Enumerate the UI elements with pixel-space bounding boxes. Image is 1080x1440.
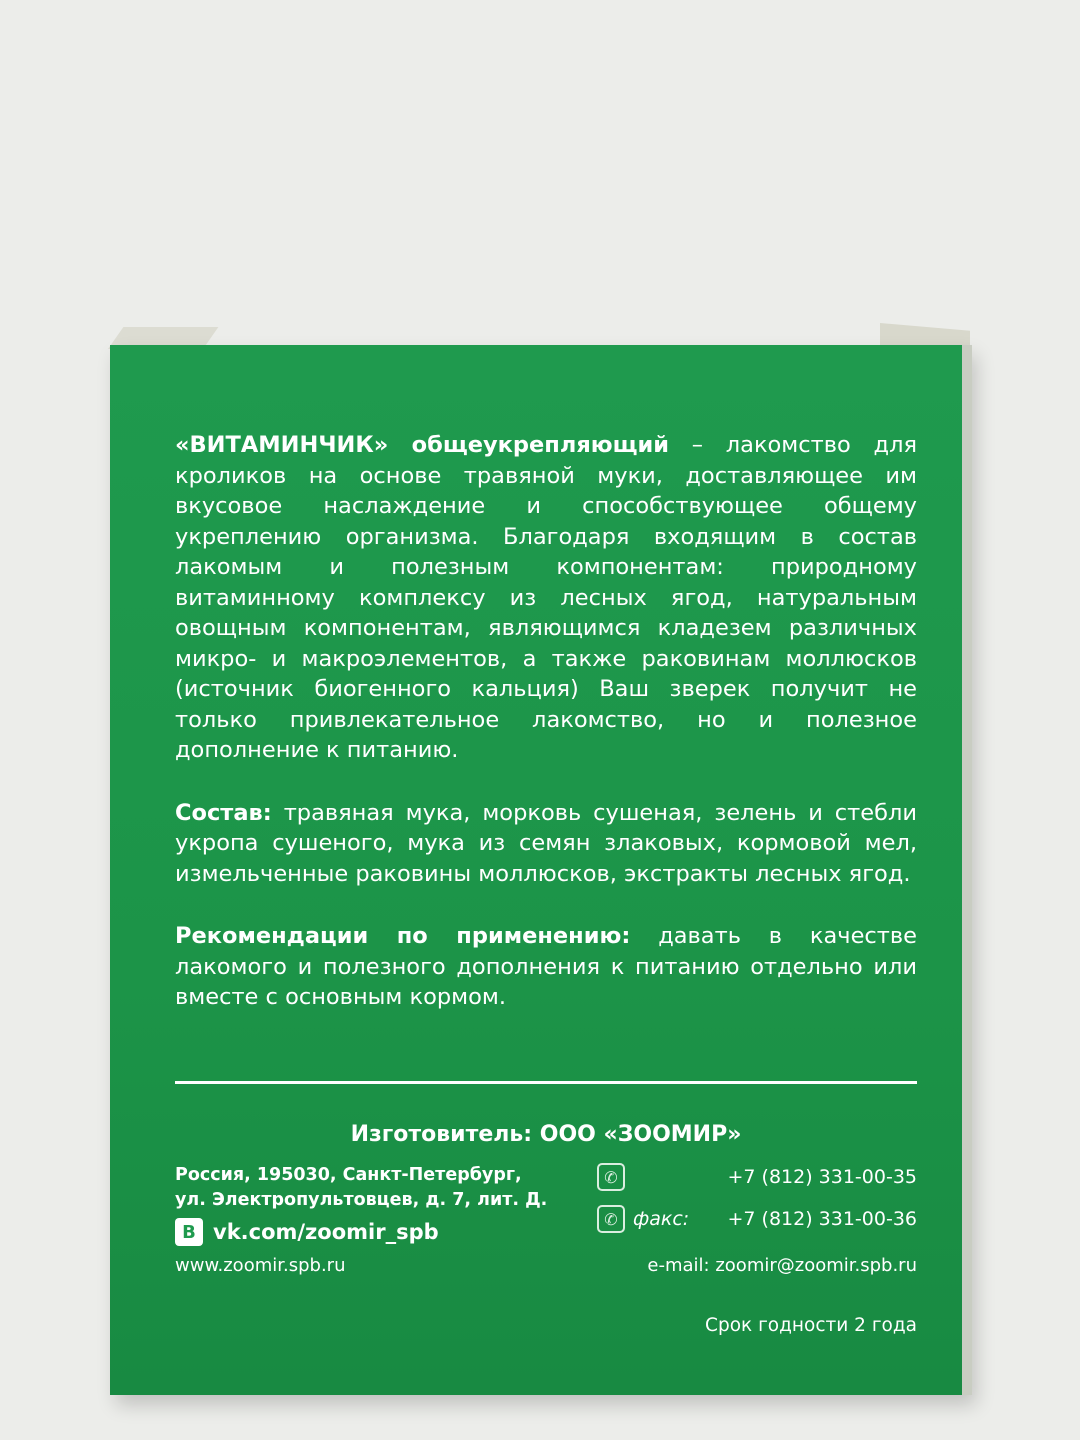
usage-label: Рекомендации по применению: xyxy=(175,923,631,949)
address-line-1: Россия, 195030, Санкт-Петербург, xyxy=(175,1165,522,1185)
brand-name: «ВИТАМИНЧИК» общеукрепляющий xyxy=(175,432,670,458)
fax-icon: ✆ xyxy=(597,1205,625,1233)
label-text xyxy=(175,430,917,1013)
composition-text: травяная мука, морковь сушеная, зелень и стебли укропа сушеного, мука из семян злаковых, кормовой мел, измельченные раковины моллюсков, экстракты лесных ягод. xyxy=(175,799,917,887)
manufacturer: Изготовитель: ООО «ЗООМИР» xyxy=(350,1122,742,1147)
fax-row xyxy=(597,1205,917,1233)
vk-icon: В xyxy=(175,1218,203,1246)
fax-label: факс: xyxy=(633,1208,690,1230)
phone-row xyxy=(597,1163,917,1191)
vk-link xyxy=(175,1218,439,1246)
phone-number: +7 (812) 331-00-35 xyxy=(727,1166,917,1188)
intro-paragraph xyxy=(175,430,917,766)
address-line-2: ул. Электропультовцев, д. 7, лит. Д. xyxy=(175,1190,548,1210)
website: www.zoomir.spb.ru xyxy=(175,1255,346,1276)
intro-text: – лакомство для кроликов на основе травяной муки, доставляющее им вкусовое наслаждение и способствующее общему укреплению организма. Благодаря входящим в состав лакомым и полезным компонентам: природному витаминному комплексу из лесных ягод, натуральным овощным компонентам, являющимся кладезем различных микро- и макроэлементов, а также раковинам моллюсков (источник биогенного кальция) Ваш зверек получит не только привлекательное лакомство, но и полезное дополнение к питанию. xyxy=(175,432,917,763)
phone-icon: ✆ xyxy=(597,1163,625,1191)
address xyxy=(175,1163,547,1213)
composition-paragraph xyxy=(175,798,917,890)
usage-paragraph xyxy=(175,921,917,1013)
composition-label: Состав: xyxy=(175,799,272,826)
box-side-edge xyxy=(962,345,972,1395)
shelf-life: Срок годности 2 года xyxy=(705,1315,917,1336)
vk-link-text: vk.com/zoomir_spb xyxy=(213,1220,439,1244)
fax-number: +7 (812) 331-00-36 xyxy=(727,1208,917,1230)
usage-text: давать в качестве лакомого и полезного дополнения к питанию отдельно или вместе с основным кормом. xyxy=(175,923,918,1010)
divider xyxy=(175,1081,917,1084)
email: e-mail: zoomir@zoomir.spb.ru xyxy=(647,1255,917,1276)
